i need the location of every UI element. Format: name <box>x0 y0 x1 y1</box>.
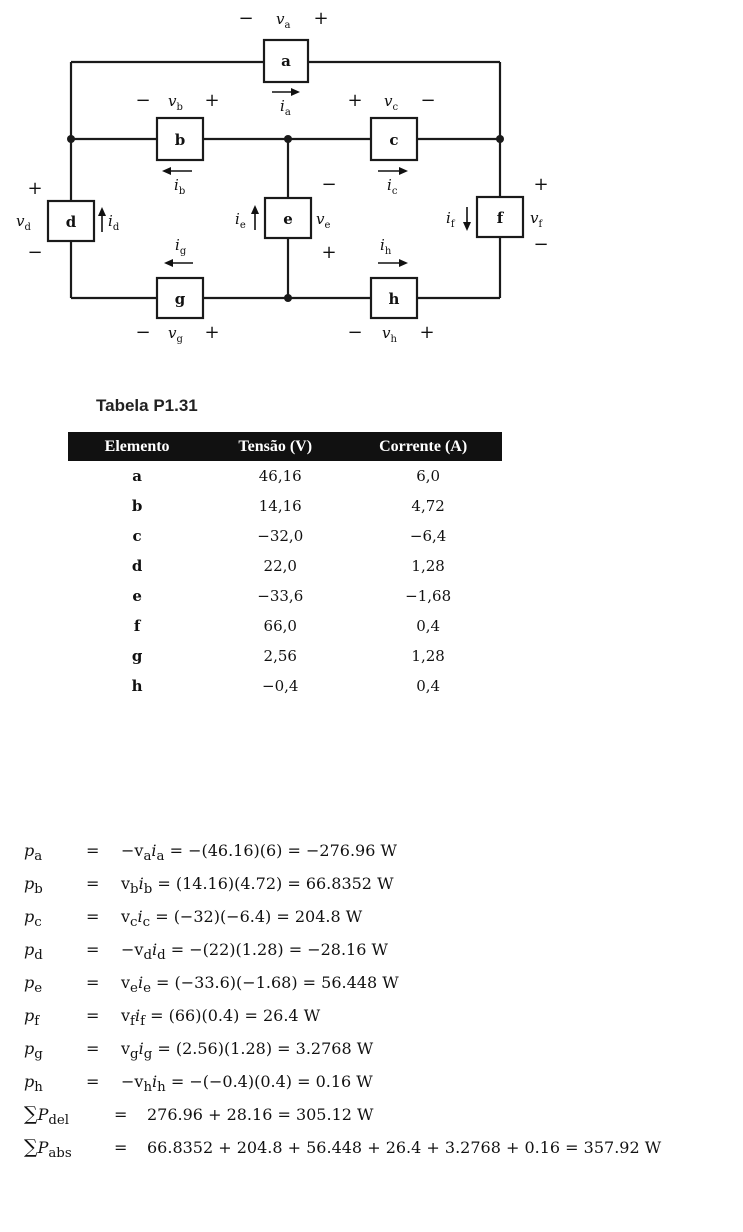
power-sum-abs <box>24 1131 743 1164</box>
vg-minus: − <box>135 322 151 343</box>
svg-text:b: b <box>174 131 186 149</box>
header-tensao: Tensão (V) <box>206 432 344 461</box>
element-c <box>371 118 417 160</box>
power-expression: $-v_hi_h = -(-0.4)(0.4) = 0.16$ W <box>121 1072 373 1096</box>
cell-current: 0,4 <box>416 677 441 695</box>
arrow-ih <box>378 259 408 267</box>
cell-element: a <box>132 467 142 485</box>
element-f <box>477 197 523 237</box>
table-row <box>68 641 502 671</box>
power-symbol: $p_h$ <box>24 1072 43 1096</box>
circuit-diagram <box>0 0 743 370</box>
vf-plus: + <box>533 174 549 195</box>
table-row <box>68 551 502 581</box>
power-expression: $v_gi_g = (2.56)(1.28) = 3.2768$ W <box>121 1039 374 1063</box>
equals-sign: = <box>114 1138 128 1157</box>
element-h <box>371 278 417 318</box>
element-d <box>48 201 94 241</box>
power-symbol: $p_c$ <box>24 907 42 931</box>
cell-element: h <box>131 677 143 695</box>
equals-sign: = <box>86 940 100 959</box>
voltage-ve-label: $v_e$ <box>316 210 331 231</box>
arrow-ia <box>272 88 300 96</box>
table-row <box>68 491 502 521</box>
current-ib-label: $i_b$ <box>174 176 186 197</box>
svg-text:d: d <box>65 213 77 231</box>
table-row <box>68 671 502 701</box>
cell-current: 0,4 <box>416 617 441 635</box>
voltage-vc-label: $v_c$ <box>384 92 399 113</box>
cell-voltage: 14,16 <box>258 497 302 515</box>
cell-element: e <box>132 587 142 605</box>
header-elemento: Elemento <box>68 432 206 461</box>
node-top-middle <box>284 135 292 143</box>
power-symbol: $p_g$ <box>24 1039 43 1063</box>
arrow-id <box>98 207 106 232</box>
power-equation-b <box>24 867 743 900</box>
power-symbol: $p_a$ <box>24 841 43 865</box>
power-symbol: $p_f$ <box>24 1006 40 1030</box>
cell-element: b <box>131 497 143 515</box>
power-calculations <box>24 834 743 1164</box>
current-ie-label: $i_e$ <box>235 210 246 231</box>
current-ia-label: $i_a$ <box>280 97 291 118</box>
element-b <box>157 118 203 160</box>
vb-minus: − <box>135 90 151 111</box>
voltage-vf-label: $v_f$ <box>530 209 543 230</box>
voltage-va-label: $v_a$ <box>276 10 291 31</box>
sum-expression: 66.8352 + 204.8 + 56.448 + 26.4 + 3.2768 + 0.16 = 357.92 W <box>147 1138 662 1157</box>
element-a <box>264 40 308 82</box>
equals-sign: = <box>86 841 100 860</box>
ve-minus: − <box>321 174 337 195</box>
cell-voltage: 46,16 <box>258 467 302 485</box>
vh-plus: + <box>419 322 435 343</box>
sum-symbol: $\sum P_{abs}$ <box>24 1136 72 1162</box>
current-ic-label: $i_c$ <box>387 176 398 197</box>
vg-plus: + <box>204 322 220 343</box>
power-expression: $v_bi_b = (14.16)(4.72) = 66.8352$ W <box>121 874 394 898</box>
voltage-vh-label: $v_h$ <box>382 324 397 345</box>
power-equation-f <box>24 999 743 1032</box>
power-expression: $v_fi_f = (66)(0.4) = 26.4$ W <box>121 1006 321 1030</box>
cell-voltage: 66,0 <box>263 617 297 635</box>
cell-voltage: 2,56 <box>263 647 297 665</box>
cell-current: −6,4 <box>409 527 447 545</box>
table-row <box>68 611 502 641</box>
ve-plus: + <box>321 242 337 263</box>
voltage-vb-label: $v_b$ <box>168 92 183 113</box>
arrow-ib <box>162 167 192 175</box>
cell-element: c <box>132 527 142 545</box>
arrow-ie <box>251 205 259 230</box>
voltage-vg-label: $v_g$ <box>168 324 183 345</box>
vb-plus: + <box>204 90 220 111</box>
equals-sign: = <box>86 1006 100 1025</box>
power-expression: $-v_di_d = -(22)(1.28) = -28.16$ W <box>121 940 388 964</box>
power-equation-c <box>24 900 743 933</box>
cell-voltage: −0,4 <box>262 677 299 695</box>
arrow-if <box>463 207 471 231</box>
va-plus: + <box>313 8 329 29</box>
cell-current: −1,68 <box>405 587 452 605</box>
equals-sign: = <box>86 907 100 926</box>
element-table <box>68 432 502 701</box>
equals-sign: = <box>86 973 100 992</box>
cell-voltage: −33,6 <box>257 587 304 605</box>
node-left <box>67 135 75 143</box>
equals-sign: = <box>86 874 100 893</box>
power-symbol: $p_b$ <box>24 874 43 898</box>
table-header-row <box>68 432 502 461</box>
element-e <box>265 198 311 238</box>
power-symbol: $p_d$ <box>24 940 43 964</box>
va-minus: − <box>238 8 254 29</box>
cell-voltage: 22,0 <box>263 557 297 575</box>
cell-current: 1,28 <box>411 557 445 575</box>
power-equation-a <box>24 834 743 867</box>
current-if-label: $i_f$ <box>446 209 455 230</box>
cell-current: 1,28 <box>411 647 445 665</box>
current-ih-label: $i_h$ <box>380 236 392 257</box>
table-title: Tabela P1.31 <box>96 396 198 415</box>
current-ig-label: $i_g$ <box>175 236 187 257</box>
element-g <box>157 278 203 318</box>
vd-plus: + <box>27 178 43 199</box>
svg-text:h: h <box>388 290 400 308</box>
power-equation-g <box>24 1032 743 1065</box>
svg-text:f: f <box>496 209 504 227</box>
vc-minus: − <box>420 90 436 111</box>
node-right <box>496 135 504 143</box>
power-expression: $v_ei_e = (-33.6)(-1.68) = 56.448$ W <box>121 973 399 997</box>
svg-text:g: g <box>174 290 186 308</box>
table-row <box>68 521 502 551</box>
vd-minus: − <box>27 242 43 263</box>
cell-voltage: −32,0 <box>257 527 304 545</box>
sum-symbol: $\sum P_{del}$ <box>24 1103 70 1129</box>
table-row <box>68 581 502 611</box>
equals-sign: = <box>114 1105 128 1124</box>
table-row <box>68 461 502 491</box>
cell-element: f <box>133 617 141 635</box>
power-expression: $v_ci_c = (-32)(-6.4) = 204.8$ W <box>121 907 363 931</box>
voltage-vd-label: $v_d$ <box>16 212 31 233</box>
cell-current: 6,0 <box>416 467 441 485</box>
cell-current: 4,72 <box>411 497 445 515</box>
svg-text:e: e <box>283 210 293 228</box>
cell-element: d <box>131 557 143 575</box>
vc-plus: + <box>347 90 363 111</box>
arrow-ic <box>378 167 408 175</box>
vf-minus: − <box>533 234 549 255</box>
power-symbol: $p_e$ <box>24 973 43 997</box>
equals-sign: = <box>86 1072 100 1091</box>
arrow-ig <box>164 259 193 267</box>
node-bottom-middle <box>284 294 292 302</box>
svg-text:c: c <box>389 131 399 149</box>
cell-element: g <box>131 647 143 665</box>
header-corrente: Corrente (A) <box>344 432 502 461</box>
power-equation-d <box>24 933 743 966</box>
power-equation-e <box>24 966 743 999</box>
power-expression: $-v_ai_a = -(46.16)(6) = -276.96$ W <box>121 841 397 865</box>
current-id-label: $i_d$ <box>108 212 120 233</box>
power-sum-del <box>24 1098 743 1131</box>
vh-minus: − <box>347 322 363 343</box>
power-equation-h <box>24 1065 743 1098</box>
equals-sign: = <box>86 1039 100 1058</box>
sum-expression: 276.96 + 28.16 = 305.12 W <box>147 1105 374 1124</box>
svg-text:a: a <box>281 52 291 70</box>
